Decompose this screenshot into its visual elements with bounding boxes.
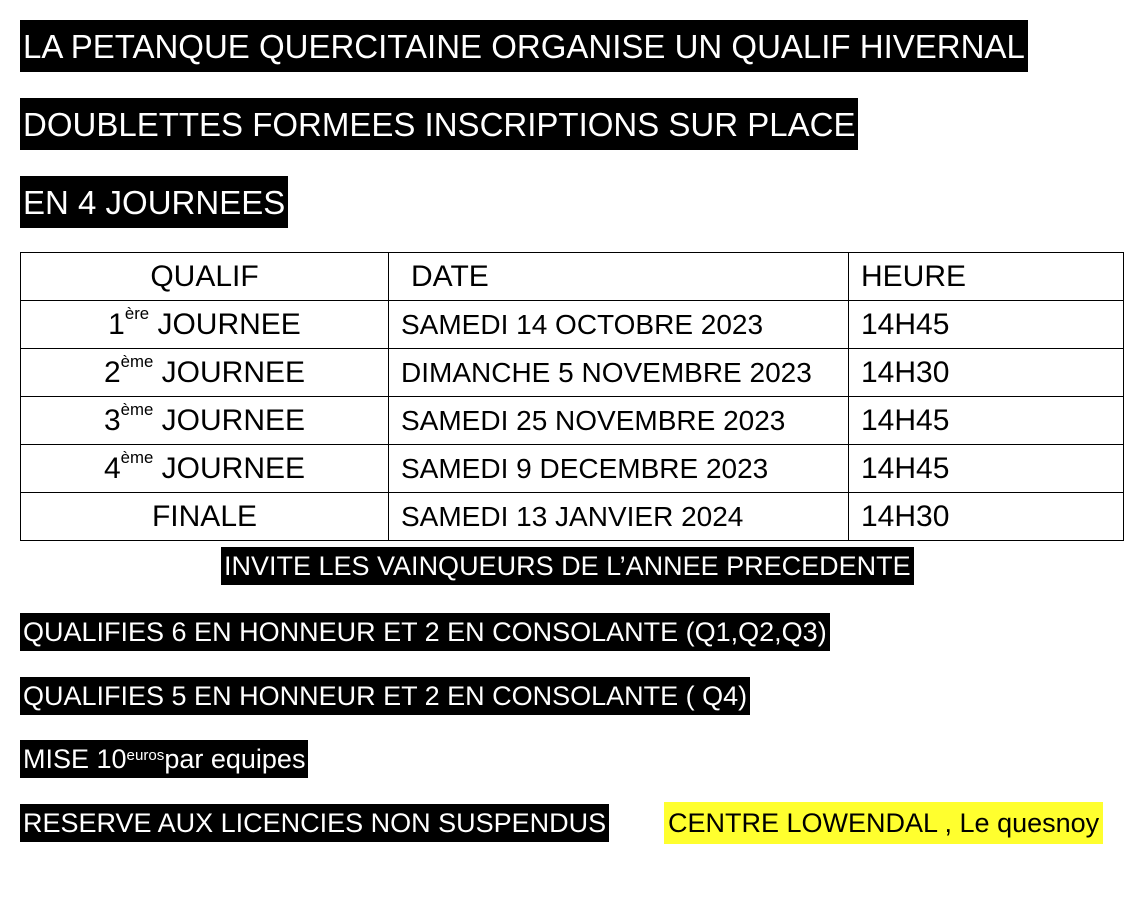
header-qualif: QUALIF [21,253,389,301]
qualif-label: JOURNEE [157,307,301,341]
table-row [21,493,1124,541]
qualif-ordinal: ème [120,400,154,420]
qualif-label: JOURNEE [161,451,306,485]
qualif-ordinal: ème [120,352,154,372]
qualif-number: 3 [103,403,121,437]
mise-suffix: par equipes [164,743,306,774]
date-cell: SAMEDI 13 JANVIER 2024 [389,493,849,541]
title-line-2: DOUBLETTES FORMEES INSCRIPTIONS SUR PLACE [20,98,858,150]
qualif-label: FINALE [151,499,258,533]
title-line-1: LA PETANQUE QUERCITAINE ORGANISE UN QUALIF HIVERNAL [20,20,1028,72]
header-heure: HEURE [849,253,1124,301]
date-cell: SAMEDI 25 NOVEMBRE 2023 [389,397,849,445]
mise-line [20,740,308,778]
qualif-cell [21,349,389,397]
table-row [21,301,1124,349]
mise-currency: euros [126,747,165,765]
date-cell: SAMEDI 14 OCTOBRE 2023 [389,301,849,349]
qualif-label: JOURNEE [161,403,306,437]
time-cell: 14H45 [849,397,1124,445]
date-cell: DIMANCHE 5 NOVEMBRE 2023 [389,349,849,397]
qualif-ordinal: ème [120,448,154,468]
qualif-number: 4 [103,451,121,485]
title-line-3: EN 4 JOURNEES [20,176,288,228]
qualif-ordinal: ère [124,304,150,324]
mise-prefix: MISE 10 [23,743,127,774]
time-cell: 14H30 [849,493,1124,541]
table-row [21,445,1124,493]
invite-line: INVITE LES VAINQUEURS DE L’ANNEE PRECEDENTE [221,547,914,585]
location-highlight: CENTRE LOWENDAL , Le quesnoy [664,802,1103,844]
date-cell: SAMEDI 9 DECEMBRE 2023 [389,445,849,493]
time-cell: 14H45 [849,301,1124,349]
table-header-row [21,253,1124,301]
qualif-cell [21,397,389,445]
table-row [21,349,1124,397]
time-cell: 14H30 [849,349,1124,397]
qualif-label: JOURNEE [161,355,306,389]
table-row [21,397,1124,445]
qualif-cell [21,301,389,349]
qualif-cell [21,493,389,541]
schedule-table [20,252,1124,541]
qualifies-line-2: QUALIFIES 5 EN HONNEUR ET 2 EN CONSOLANTE ( Q4) [20,677,750,715]
time-cell: 14H45 [849,445,1124,493]
qualif-number: 2 [103,355,121,389]
header-date: DATE [389,253,849,301]
reserve-line: RESERVE AUX LICENCIES NON SUSPENDUS [20,804,609,842]
qualif-cell [21,445,389,493]
qualif-number: 1 [108,307,125,341]
qualifies-line-1: QUALIFIES 6 EN HONNEUR ET 2 EN CONSOLANTE (Q1,Q2,Q3) [20,613,830,651]
